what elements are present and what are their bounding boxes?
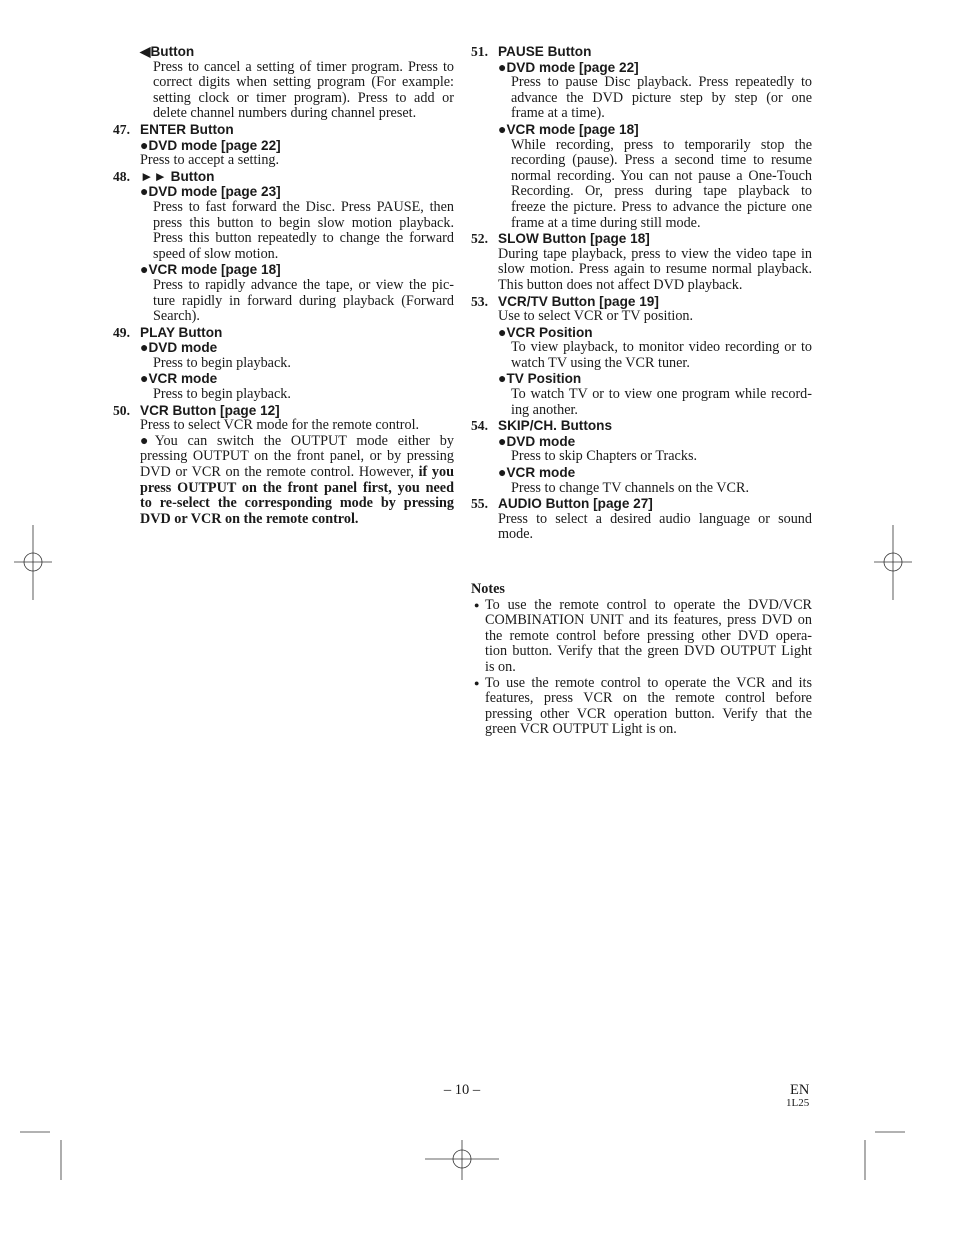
bullet-icon: ●: [498, 432, 507, 449]
bullet-icon: ●: [140, 183, 149, 200]
item-47-desc: Press to accept a setting.: [140, 152, 280, 169]
sub-heading: VCR Position: [506, 324, 593, 340]
bullet-icon: ●: [498, 370, 507, 387]
note-text: To use the remote control to operate the DVD/VCR: [485, 596, 812, 613]
desc-line: press this button to begin slow motion playback.: [153, 214, 454, 231]
desc-line: Search).: [153, 308, 200, 325]
sub-heading: VCR mode: [506, 465, 576, 481]
desc-line: normal recording. You can not pause a One-Touch: [511, 167, 812, 184]
bullet-icon: ●: [140, 261, 149, 278]
bullet-icon: ●: [498, 323, 507, 340]
desc-line: Press to fast forward the Disc. Press PAUSE, then: [153, 198, 454, 215]
desc-line: Use to select VCR or TV position.: [498, 308, 694, 325]
note-line: COMBINATION UNIT and its features, press DVD on: [485, 612, 812, 629]
bullet-icon: ●: [498, 120, 507, 137]
desc-line: Press to skip Chapters or Tracks.: [511, 448, 698, 465]
desc-line: Press to rapidly advance the tape, or view the pic-: [153, 276, 454, 293]
bullet-icon: ●: [498, 464, 507, 481]
item-title: AUDIO Button [page 27]: [498, 496, 653, 512]
note-line: green VCR OUTPUT Light is on.: [485, 721, 677, 738]
item-title: SKIP/CH. Buttons: [498, 418, 613, 434]
para-text: DVD or VCR on the remote control. However,: [140, 464, 414, 481]
crop-mark-bottom-right-icon: [865, 1132, 905, 1180]
note-line: pressing other VCR operation button. Verify that the: [485, 705, 812, 722]
para-text: You can switch the OUTPUT mode either by: [154, 432, 454, 449]
item-46-desc-line: setting clock or timer program). Press to add or: [153, 89, 454, 106]
desc-line: Recording. Or, press during tape playback to: [511, 183, 812, 200]
sub-heading: VCR mode: [148, 371, 218, 387]
desc-line: recording (pause). Press a second time to resume: [511, 152, 812, 169]
desc-line: Press to pause Disc playback. Press repeatedly to: [511, 74, 812, 91]
desc-line: To view playback, to monitor video recording or to: [511, 339, 812, 356]
item-title: VCR/TV Button [page 19]: [498, 293, 659, 309]
item-number: 49.: [113, 324, 130, 340]
item-title: PAUSE Button: [498, 44, 592, 59]
document-code: 1L25: [786, 1097, 810, 1109]
bullet-icon: ●: [140, 433, 155, 449]
sub-heading: DVD mode: [506, 433, 576, 449]
notes-title: Notes: [471, 581, 505, 597]
desc-line: Press this button repeatedly to change the forward: [153, 230, 454, 247]
desc-line: Press to begin playback.: [153, 354, 291, 371]
para-bold-line: DVD or VCR on the remote control.: [140, 510, 359, 527]
bullet-icon: ●: [140, 339, 149, 356]
crop-mark-bottom-left-icon: [20, 1132, 61, 1180]
note-line: is on.: [485, 658, 516, 675]
item-46-desc-line: delete channel numbers during channel preset.: [153, 105, 417, 122]
desc-line: advance the DVD picture step by step (or one: [511, 89, 812, 106]
bullet-icon: ●: [474, 677, 480, 688]
desc-line: This button does not affect DVD playback.: [498, 276, 743, 293]
bullet-icon: ●: [140, 136, 149, 153]
desc-line: During tape playback, press to view the video tape in: [498, 245, 812, 262]
item-number: 51.: [471, 44, 488, 59]
item-number: 54.: [471, 418, 488, 434]
sub-heading: VCR mode [page 18]: [148, 262, 281, 278]
desc-line: Press to select VCR mode for the remote control.: [140, 417, 420, 434]
sub-heading: TV Position: [506, 371, 582, 387]
sub-heading: DVD mode: [148, 340, 218, 356]
item-title: VCR Button [page 12]: [140, 402, 280, 418]
note-line: features, press VCR on the remote control before: [485, 690, 812, 707]
desc-line: watch TV using the VCR tuner.: [511, 354, 690, 371]
sub-heading: DVD mode [page 23]: [148, 184, 281, 200]
desc-line: Press to begin playback.: [153, 386, 291, 403]
bullet-icon: ●: [498, 58, 507, 75]
para-bold-line: to re-select the corresponding mode by pressing: [140, 495, 454, 512]
desc-line: Press to select a desired audio language or sound: [498, 510, 812, 527]
sub-heading: VCR mode [page 18]: [506, 121, 639, 137]
para-bold-line: press OUTPUT on the front panel first, you need: [140, 479, 454, 496]
registration-mark-left-icon: [14, 525, 52, 600]
item-number: 48.: [113, 168, 130, 184]
desc-line: freeze the picture. Press to advance the picture one: [511, 198, 812, 215]
bullet-icon: ●: [474, 599, 480, 610]
desc-line: mode.: [498, 526, 534, 543]
desc-line: slow motion. Press again to resume normal playback.: [498, 261, 812, 278]
item-46-heading: ◀Button: [140, 44, 195, 59]
desc-line: ture rapidly in forward during playback (Forward: [153, 292, 454, 309]
item-number: 50.: [113, 402, 130, 418]
item-46-desc-line: Press to cancel a setting of timer program. Press to: [153, 58, 454, 75]
desc-line: frame at a time during still mode.: [511, 214, 701, 231]
sub-heading: DVD mode [page 22]: [506, 59, 639, 75]
note-line: tion button. Verify that the green DVD OUTPUT Light: [485, 643, 812, 660]
para-bold-text: if you: [418, 464, 455, 481]
item-title: PLAY Button: [140, 324, 223, 340]
note-text: To use the remote control to operate the VCR and its: [485, 674, 812, 691]
desc-line: ing another.: [511, 401, 578, 418]
desc-line: To watch TV or to view one program while record-: [511, 386, 812, 403]
item-number: 55.: [471, 496, 488, 512]
sub-heading: DVD mode [page 22]: [148, 137, 281, 153]
note-line: the remote control before pressing other DVD opera-: [485, 627, 812, 644]
registration-mark-bottom-icon: [425, 1140, 499, 1180]
desc-line: frame at a time).: [511, 105, 605, 122]
item-title: SLOW Button [page 18]: [498, 231, 650, 247]
item-number: 47.: [113, 121, 130, 137]
page-number: – 10 –: [443, 1082, 481, 1098]
item-number: 52.: [471, 231, 488, 247]
para-line: pressing OUTPUT on the front panel, or by pressing: [140, 448, 454, 465]
bullet-icon: ●: [140, 370, 149, 387]
item-number: 53.: [471, 293, 488, 309]
language-code: EN: [790, 1082, 810, 1098]
desc-line: Press to change TV channels on the VCR.: [511, 479, 750, 496]
registration-mark-right-icon: [874, 525, 912, 600]
desc-line: While recording, press to temporarily stop the: [511, 136, 812, 153]
item-46-desc-line: correct digits when setting program (For example:: [153, 74, 454, 91]
item-title: ENTER Button: [140, 121, 234, 137]
desc-line: speed of slow motion.: [153, 245, 279, 262]
item-title: ►► Button: [140, 168, 215, 184]
